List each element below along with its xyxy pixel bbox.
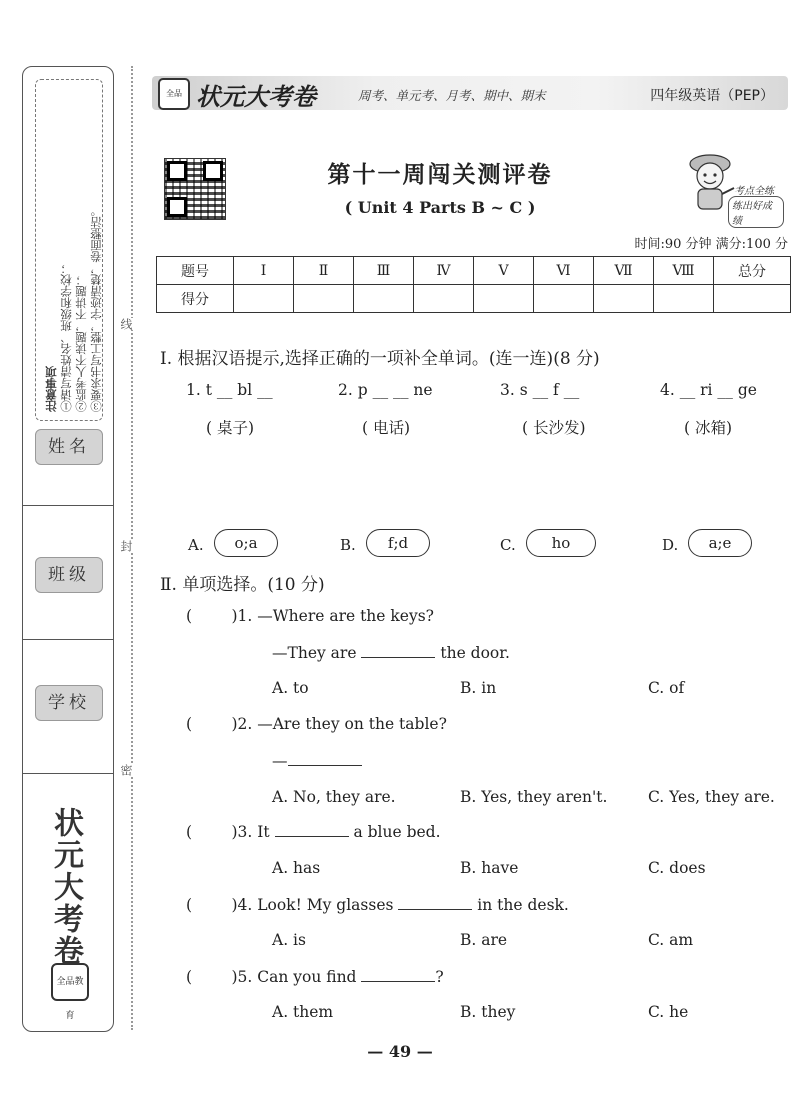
word-3: 3. s __ f __ — [500, 381, 580, 399]
time-info: 时间:90 分钟 满分:100 分 — [634, 237, 788, 252]
hint-3: ( 长沙发) — [522, 419, 586, 437]
answer-blank — [275, 822, 349, 837]
q3-option-a: A. has — [272, 859, 321, 877]
hint-4: ( 冰箱) — [684, 419, 733, 437]
notice-line-3: ③要求书写工整，字迹清楚，卷面整洁。 — [89, 205, 103, 412]
table-header-cell: Ⅳ — [414, 257, 474, 285]
table-header-cell: Ⅷ — [654, 257, 714, 285]
notice-box — [35, 79, 103, 421]
school-field-label: 学校 — [35, 685, 103, 721]
score-cell — [714, 285, 791, 313]
question-text: in the desk. — [472, 896, 569, 914]
q4-option-b: B. are — [460, 931, 508, 949]
score-cell — [534, 285, 594, 313]
page-title: 第十一周闯关测评卷 — [327, 161, 553, 188]
notice-line-1: ①请写清姓名、班级和学校； — [59, 262, 73, 412]
option-cloud-c: ho — [526, 529, 596, 557]
score-cell — [594, 285, 654, 313]
separator — [23, 505, 113, 506]
q4-option-a: A. is — [272, 931, 306, 949]
q5-option-a: A. them — [272, 1003, 334, 1021]
question-4 — [186, 895, 569, 914]
score-cell — [294, 285, 354, 313]
answer-blank — [288, 751, 362, 766]
page-subtitle: ( Unit 4 Parts B ~ C ) — [344, 198, 536, 217]
table-header-cell: 题号 — [157, 257, 234, 285]
question-text: ( )3. It — [186, 823, 275, 841]
score-cell — [414, 285, 474, 313]
option-letter-a: A. — [188, 536, 204, 554]
q5-option-c: C. he — [648, 1003, 689, 1021]
qr-corner — [167, 197, 187, 217]
answer-blank — [361, 967, 435, 982]
question-2-line-2 — [272, 751, 362, 770]
q1-option-c: C. of — [648, 679, 685, 697]
option-cloud-d: a;e — [688, 529, 752, 557]
option-letter-c: C. — [500, 536, 516, 554]
separator — [23, 639, 113, 640]
brand-logo-icon: 全品 — [158, 78, 190, 110]
question-text: — — [272, 752, 288, 770]
question-text: the door. — [435, 644, 510, 662]
question-text: ( )4. Look! My glasses — [186, 896, 399, 914]
q4-option-c: C. am — [648, 931, 694, 949]
table-header-cell: Ⅱ — [294, 257, 354, 285]
table-row — [157, 257, 791, 285]
q2-option-a: A. No, they are. — [272, 788, 396, 806]
option-cloud-a: o;a — [214, 529, 278, 557]
score-cell — [474, 285, 534, 313]
question-2: ( )2. —Are they on the table? — [186, 715, 447, 733]
question-3 — [186, 822, 441, 841]
grade-label: 四年级英语（PEP） — [650, 88, 774, 104]
option-letter-b: B. — [340, 536, 356, 554]
slogan-line-1: 考点全练 — [734, 186, 774, 197]
word-2: 2. p __ __ ne — [338, 381, 433, 399]
word-4: 4. __ ri __ ge — [660, 381, 757, 399]
header-banner — [152, 76, 788, 110]
name-field-label: 姓名 — [35, 429, 103, 465]
page-number: — 49 — — [367, 1042, 433, 1061]
cut-char-middle: 封 — [119, 540, 133, 552]
question-text: a blue bed. — [348, 823, 441, 841]
q2-option-c: C. Yes, they are. — [648, 788, 775, 806]
question-text: —They are — [272, 644, 362, 662]
question-text: ( )5. Can you find — [186, 968, 362, 986]
answer-blank — [398, 895, 472, 910]
table-row — [157, 285, 791, 313]
answer-blank — [361, 643, 435, 658]
section-2-heading: Ⅱ. 单项选择。(10 分) — [160, 575, 325, 595]
mascot — [680, 148, 784, 227]
question-1-line-2 — [272, 643, 510, 662]
notice-label: 注意事项 — [44, 366, 58, 412]
score-cell — [654, 285, 714, 313]
class-field-label: 班级 — [35, 557, 103, 593]
qr-corner — [167, 161, 187, 181]
table-header-cell: 总分 — [714, 257, 791, 285]
hint-2: ( 电话) — [362, 419, 411, 437]
binding-brand: 状元大考卷 — [48, 807, 83, 967]
q3-option-c: C. does — [648, 859, 706, 877]
table-header-cell: Ⅴ — [474, 257, 534, 285]
cut-char-bottom: 密 — [119, 764, 133, 776]
hint-1: ( 桌子) — [206, 419, 255, 437]
score-cell — [354, 285, 414, 313]
q2-option-b: B. Yes, they aren't. — [460, 788, 608, 806]
brand-tagline: 周考、单元考、月考、期中、期末 — [358, 88, 546, 103]
option-letter-d: D. — [662, 536, 679, 554]
q3-option-b: B. have — [460, 859, 519, 877]
table-header-cell: Ⅵ — [534, 257, 594, 285]
table-header-cell: Ⅲ — [354, 257, 414, 285]
cut-char-top: 线 — [119, 318, 133, 330]
question-text: ? — [435, 968, 444, 986]
word-1: 1. t __ bl __ — [186, 381, 273, 399]
q1-option-b: B. in — [460, 679, 497, 697]
notice-line-2: ②监考人不读题，不讲题； — [74, 274, 88, 412]
slogan-line-2: 练出好成绩 — [728, 196, 784, 228]
notice-text — [44, 88, 104, 412]
separator — [23, 773, 113, 774]
q5-option-b: B. they — [460, 1003, 516, 1021]
brand-name: 状元大考卷 — [196, 83, 316, 111]
question-5 — [186, 967, 444, 986]
section-1-heading: Ⅰ. 根据汉语提示,选择正确的一项补全单词。(连一连)(8 分) — [160, 349, 600, 369]
binding-panel — [22, 66, 114, 1032]
table-row-label: 得分 — [157, 285, 234, 313]
score-cell — [234, 285, 294, 313]
option-cloud-b: f;d — [366, 529, 430, 557]
brand-logo-icon: 全品教育 — [51, 963, 89, 1001]
score-table — [156, 256, 791, 313]
table-header-cell: Ⅶ — [594, 257, 654, 285]
qr-code — [164, 158, 226, 220]
qr-corner — [203, 161, 223, 181]
question-1: ( )1. —Where are the keys? — [186, 607, 434, 625]
table-header-cell: Ⅰ — [234, 257, 294, 285]
q1-option-a: A. to — [272, 679, 309, 697]
